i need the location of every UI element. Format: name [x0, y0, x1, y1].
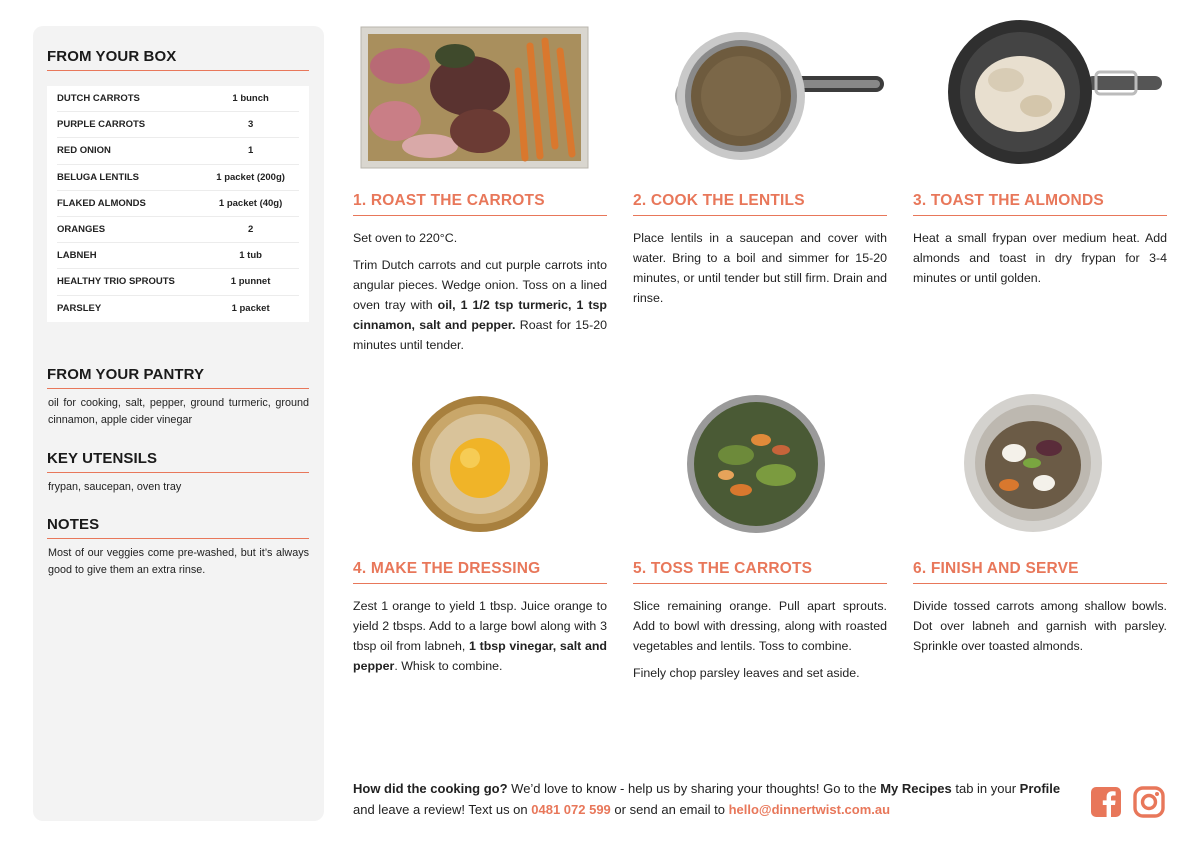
- step-5-title: 5. TOSS THE CARROTS: [633, 560, 887, 584]
- box-heading: FROM YOUR BOX: [47, 48, 309, 71]
- ingredient-qty: 2: [247, 224, 254, 236]
- ingredient-row: [57, 296, 299, 322]
- instagram-icon[interactable]: [1133, 786, 1165, 818]
- step-5-body: [633, 596, 887, 690]
- step-3-title: 3. TOAST THE ALMONDS: [913, 192, 1167, 216]
- ingredient-name: RED ONION: [57, 145, 111, 157]
- step-paragraph: Finely chop parsley leaves and set aside.: [633, 666, 860, 680]
- ingredient-name: PARSLEY: [57, 303, 102, 315]
- step-paragraph: Heat a small frypan over medium heat. Add almonds and toast in dry frypan for 3-4 minutes or until golden.: [913, 231, 1167, 285]
- ingredient-name: ORANGES: [57, 224, 106, 236]
- step-paragraph: Trim Dutch carrots and cut purple carrots into angular pieces. Wedge onion. Toss on a lined oven tray with oil, 1 1/2 tsp turmeric, 1 tsp cinnamon, salt and pepper. Roast for 15-20 minutes until tender.: [353, 258, 607, 352]
- step-4-title: 4. MAKE THE DRESSING: [353, 560, 607, 584]
- ingredient-qty: 3: [247, 119, 254, 131]
- ingredient-row: [57, 138, 299, 164]
- email-link[interactable]: hello@dinnertwist.com.au: [728, 802, 891, 817]
- step-paragraph: Set oven to 220°C.: [353, 231, 458, 245]
- ingredient-name: FLAKED ALMONDS: [57, 197, 146, 209]
- ingredient-qty: 1 punnet: [230, 276, 271, 288]
- dressing-bowl-photo: [410, 396, 550, 533]
- ingredient-qty: 1 packet (40g): [218, 197, 283, 209]
- step-paragraph: Slice remaining orange. Pull apart sprouts. Add to bowl with dressing, along with roasted vegetables and lentils. Toss to combine.: [633, 599, 887, 653]
- pantry-text: oil for cooking, salt, pepper, ground turmeric, ground cinnamon, apple cider vinegar: [48, 397, 309, 426]
- feedback-footer: How did the cooking go? We’d love to know - help us by sharing your thoughts! Go to the My Recipes tab in your Profile and leave a review! Text us on 0481 072 599 or send an email to hello@dinnertwist.com.au: [353, 781, 1061, 817]
- step-paragraph: Divide tossed carrots among shallow bowls. Dot over labneh and garnish with parsley. Sprinkle over toasted almonds.: [913, 599, 1167, 653]
- ingredient-row: [57, 112, 299, 138]
- ingredient-name: DUTCH CARROTS: [57, 93, 140, 105]
- ingredients-sidebar: [33, 26, 324, 821]
- step-6-body: [913, 596, 1167, 663]
- toast-almonds-photo: [946, 20, 1162, 165]
- utensils-text: frypan, saucepan, oven tray: [48, 481, 182, 493]
- ingredient-row: [57, 191, 299, 217]
- cook-lentils-photo: [674, 26, 884, 166]
- step-paragraph: Zest 1 orange to yield 1 tbsp. Juice orange to yield 2 tbsps. Add to a large bowl along with 3 tbsp oil from labneh, 1 tbsp vinegar, salt and pepper. Whisk to combine.: [353, 599, 607, 673]
- pantry-heading: FROM YOUR PANTRY: [47, 366, 309, 389]
- ingredient-qty: 1 bunch: [232, 93, 269, 105]
- step-1-body: [353, 228, 607, 362]
- ingredient-name: BELUGA LENTILS: [57, 171, 139, 183]
- notes-heading: NOTES: [47, 516, 309, 539]
- facebook-icon[interactable]: [1090, 786, 1122, 818]
- ingredient-row: [57, 86, 299, 112]
- ingredient-row: [57, 269, 299, 295]
- ingredient-row: [57, 243, 299, 269]
- step-3-body: [913, 228, 1167, 295]
- utensils-heading: KEY UTENSILS: [47, 450, 309, 473]
- ingredient-row: [57, 217, 299, 243]
- ingredient-row: [57, 165, 299, 191]
- step-1-title: 1. ROAST THE CARROTS: [353, 192, 607, 216]
- ingredient-name: HEALTHY TRIO SPROUTS: [57, 276, 175, 288]
- step-6-title: 6. FINISH AND SERVE: [913, 560, 1167, 584]
- step-paragraph: Place lentils in a saucepan and cover with water. Bring to a boil and simmer for 15-20 minutes, or until tender but still firm. Drain and rinse.: [633, 231, 887, 305]
- roast-carrots-photo: [360, 26, 589, 169]
- ingredient-qty: 1: [247, 145, 254, 157]
- step-4-body: [353, 596, 607, 683]
- ingredient-name: LABNEH: [57, 250, 97, 262]
- ingredient-qty: 1 packet (200g): [216, 171, 285, 183]
- tossed-salad-photo: [686, 395, 826, 533]
- phone-link[interactable]: 0481 072 599: [531, 802, 611, 817]
- ingredient-name: PURPLE CARROTS: [57, 119, 146, 131]
- finished-dish-photo: [964, 393, 1102, 533]
- ingredient-qty: 1 tub: [239, 250, 262, 262]
- step-2-body: [633, 228, 887, 315]
- step-2-title: 2. COOK THE LENTILS: [633, 192, 887, 216]
- notes-text: Most of our veggies come pre-washed, but it’s always good to give them an extra rinse.: [48, 547, 309, 576]
- ingredient-qty: 1 packet: [231, 303, 270, 315]
- box-ingredients-table: [47, 86, 309, 322]
